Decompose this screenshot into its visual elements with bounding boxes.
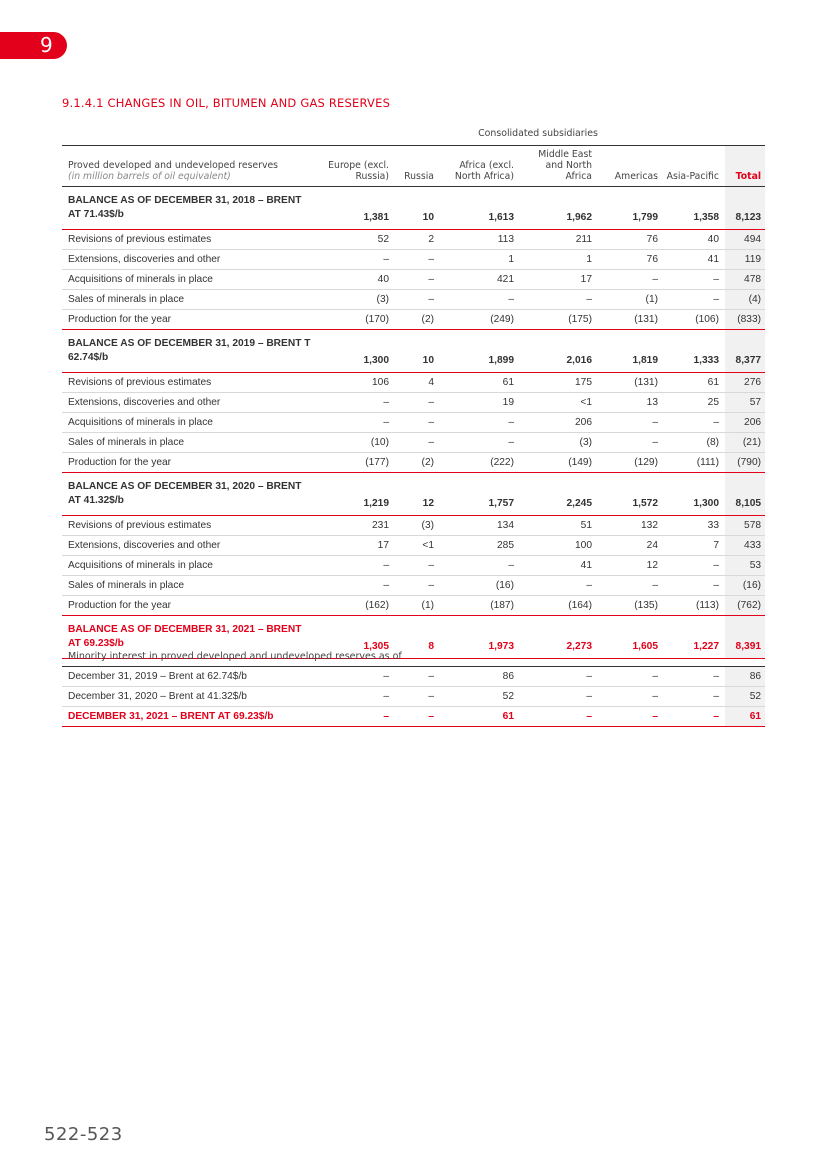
column-header: Asia-Pacific — [664, 146, 725, 187]
value-cell: – — [317, 687, 395, 707]
value-cell: 1,227 — [664, 616, 725, 659]
value-cell: 12 — [598, 556, 664, 576]
value-cell: 1,962 — [520, 187, 598, 230]
value-cell: – — [520, 667, 598, 687]
value-cell: 17 — [520, 270, 598, 290]
value-cell: 1,572 — [598, 473, 664, 516]
value-cell: 1,899 — [440, 330, 520, 373]
value-cell: 41 — [520, 556, 598, 576]
table-row — [62, 596, 765, 616]
total-cell: 119 — [725, 250, 765, 270]
value-cell: – — [598, 576, 664, 596]
value-cell: 1 — [520, 250, 598, 270]
group-header: Consolidated subsidiaries — [478, 127, 598, 139]
value-cell: – — [395, 556, 440, 576]
value-cell: 1 — [440, 250, 520, 270]
value-cell: – — [664, 707, 725, 727]
table-row — [62, 473, 765, 516]
value-cell: – — [598, 667, 664, 687]
column-header: Middle East and North Africa — [520, 146, 598, 187]
value-cell: 175 — [520, 373, 598, 393]
row-label: Sales of minerals in place — [62, 433, 317, 453]
value-cell: 33 — [664, 516, 725, 536]
value-cell: (1) — [395, 596, 440, 616]
value-cell: 132 — [598, 516, 664, 536]
total-cell: 8,391 — [725, 616, 765, 659]
total-cell: 52 — [725, 687, 765, 707]
total-cell: (16) — [725, 576, 765, 596]
value-cell: (249) — [440, 310, 520, 330]
table-row — [62, 330, 765, 373]
table-row — [62, 556, 765, 576]
value-cell: 1,305 — [317, 616, 395, 659]
table-row — [62, 536, 765, 556]
value-cell: 1,819 — [598, 330, 664, 373]
total-cell: 53 — [725, 556, 765, 576]
table-row — [62, 310, 765, 330]
row-label: Extensions, discoveries and other — [62, 536, 317, 556]
column-header: Americas — [598, 146, 664, 187]
total-cell: 276 — [725, 373, 765, 393]
value-cell: 12 — [395, 473, 440, 516]
page-number: 522-523 — [44, 1124, 123, 1145]
table-row — [62, 667, 765, 687]
table-row — [62, 187, 765, 230]
value-cell: (3) — [317, 290, 395, 310]
value-cell: 2,273 — [520, 616, 598, 659]
value-cell: 1,381 — [317, 187, 395, 230]
value-cell: – — [317, 250, 395, 270]
value-cell: – — [395, 433, 440, 453]
row-label: BALANCE AS OF DECEMBER 31, 2018 – BRENT AT 71.43$/b — [62, 187, 317, 230]
value-cell: – — [395, 393, 440, 413]
value-cell: 40 — [317, 270, 395, 290]
value-cell: – — [520, 576, 598, 596]
value-cell: 1,333 — [664, 330, 725, 373]
value-cell: – — [395, 687, 440, 707]
value-cell: – — [664, 270, 725, 290]
value-cell: 19 — [440, 393, 520, 413]
row-label: BALANCE AS OF DECEMBER 31, 2019 – BRENT T 62.74$/b — [62, 330, 317, 373]
value-cell: – — [664, 667, 725, 687]
value-cell: 106 — [317, 373, 395, 393]
value-cell: (111) — [664, 453, 725, 473]
row-label: Production for the year — [62, 310, 317, 330]
table-row — [62, 687, 765, 707]
value-cell: 24 — [598, 536, 664, 556]
value-cell: – — [520, 290, 598, 310]
minority-title: Minority interest in proved developed and undeveloped reserves as of — [62, 646, 765, 667]
value-cell: (2) — [395, 310, 440, 330]
value-cell: 10 — [395, 330, 440, 373]
value-cell: 100 — [520, 536, 598, 556]
value-cell: (1) — [598, 290, 664, 310]
value-cell: – — [664, 687, 725, 707]
value-cell: – — [395, 250, 440, 270]
value-cell: <1 — [520, 393, 598, 413]
value-cell: 211 — [520, 230, 598, 250]
value-cell: (222) — [440, 453, 520, 473]
value-cell: 1,300 — [317, 330, 395, 373]
value-cell: (3) — [395, 516, 440, 536]
row-label: Revisions of previous estimates — [62, 230, 317, 250]
value-cell: (187) — [440, 596, 520, 616]
value-cell: (106) — [664, 310, 725, 330]
value-cell: – — [520, 707, 598, 727]
value-cell: 206 — [520, 413, 598, 433]
value-cell: – — [664, 576, 725, 596]
row-label: Extensions, discoveries and other — [62, 393, 317, 413]
value-cell: – — [598, 270, 664, 290]
total-cell: (21) — [725, 433, 765, 453]
row-label: BALANCE AS OF DECEMBER 31, 2021 – BRENT AT 69.23$/b — [62, 616, 317, 659]
value-cell: 41 — [664, 250, 725, 270]
value-cell: (175) — [520, 310, 598, 330]
row-label: BALANCE AS OF DECEMBER 31, 2020 – BRENT AT 41.32$/b — [62, 473, 317, 516]
minority-table — [62, 646, 765, 727]
table-row — [62, 230, 765, 250]
row-label: Extensions, discoveries and other — [62, 250, 317, 270]
column-header: Africa (excl. North Africa) — [440, 146, 520, 187]
value-cell: (149) — [520, 453, 598, 473]
value-cell: – — [664, 413, 725, 433]
column-header-row — [62, 146, 765, 187]
table-row — [62, 373, 765, 393]
total-cell: (790) — [725, 453, 765, 473]
table-row — [62, 453, 765, 473]
value-cell: (16) — [440, 576, 520, 596]
value-cell: 86 — [440, 667, 520, 687]
table-row — [62, 576, 765, 596]
reserves-table — [62, 124, 765, 659]
value-cell: (170) — [317, 310, 395, 330]
value-cell: 2,016 — [520, 330, 598, 373]
row-label: Revisions of previous estimates — [62, 373, 317, 393]
value-cell: 113 — [440, 230, 520, 250]
value-cell: – — [395, 290, 440, 310]
table-row — [62, 393, 765, 413]
value-cell: 52 — [317, 230, 395, 250]
total-cell: 61 — [725, 707, 765, 727]
table-title-cell — [62, 146, 317, 187]
value-cell: 421 — [440, 270, 520, 290]
value-cell: 61 — [440, 707, 520, 727]
value-cell: 61 — [664, 373, 725, 393]
value-cell: 25 — [664, 393, 725, 413]
value-cell: – — [395, 667, 440, 687]
row-label: Acquisitions of minerals in place — [62, 270, 317, 290]
total-cell: 206 — [725, 413, 765, 433]
value-cell: 1,300 — [664, 473, 725, 516]
value-cell: 1,613 — [440, 187, 520, 230]
total-cell: 8,123 — [725, 187, 765, 230]
total-cell: 86 — [725, 667, 765, 687]
column-header: Russia — [395, 146, 440, 187]
value-cell: 7 — [664, 536, 725, 556]
value-cell: 76 — [598, 230, 664, 250]
row-label: Sales of minerals in place — [62, 290, 317, 310]
value-cell: – — [317, 556, 395, 576]
row-label: December 31, 2019 – Brent at 62.74$/b — [62, 667, 317, 687]
table-row — [62, 413, 765, 433]
row-label: December 31, 2020 – Brent at 41.32$/b — [62, 687, 317, 707]
value-cell: 8 — [395, 616, 440, 659]
value-cell: 61 — [440, 373, 520, 393]
row-label: Revisions of previous estimates — [62, 516, 317, 536]
table-row — [62, 707, 765, 727]
value-cell: 1,757 — [440, 473, 520, 516]
value-cell: – — [395, 707, 440, 727]
value-cell: – — [664, 556, 725, 576]
value-cell: (131) — [598, 310, 664, 330]
row-label: Sales of minerals in place — [62, 576, 317, 596]
row-label: Acquisitions of minerals in place — [62, 556, 317, 576]
row-label: Acquisitions of minerals in place — [62, 413, 317, 433]
chapter-tab: 9 — [0, 32, 67, 59]
value-cell: – — [664, 290, 725, 310]
row-label: Production for the year — [62, 596, 317, 616]
row-label: Production for the year — [62, 453, 317, 473]
total-cell: 478 — [725, 270, 765, 290]
table-subtitle: (in million barrels of oil equivalent) — [68, 171, 231, 182]
value-cell: – — [317, 393, 395, 413]
table-row — [62, 516, 765, 536]
value-cell: – — [395, 576, 440, 596]
value-cell: – — [395, 270, 440, 290]
value-cell: (129) — [598, 453, 664, 473]
table-row — [62, 290, 765, 310]
total-cell: 494 — [725, 230, 765, 250]
value-cell: 1,605 — [598, 616, 664, 659]
total-cell: (762) — [725, 596, 765, 616]
value-cell: 231 — [317, 516, 395, 536]
value-cell: – — [598, 687, 664, 707]
value-cell: – — [317, 667, 395, 687]
table-row — [62, 250, 765, 270]
value-cell: (8) — [664, 433, 725, 453]
value-cell: – — [317, 413, 395, 433]
value-cell: (131) — [598, 373, 664, 393]
value-cell: (10) — [317, 433, 395, 453]
value-cell: 1,973 — [440, 616, 520, 659]
total-cell: 8,377 — [725, 330, 765, 373]
value-cell: – — [317, 707, 395, 727]
row-label: DECEMBER 31, 2021 – BRENT AT 69.23$/b — [62, 707, 317, 727]
value-cell: 134 — [440, 516, 520, 536]
column-header-total: Total — [725, 146, 765, 187]
value-cell: (135) — [598, 596, 664, 616]
section-title: 9.1.4.1 CHANGES IN OIL, BITUMEN AND GAS RESERVES — [62, 96, 391, 110]
table-row — [62, 433, 765, 453]
value-cell: 52 — [440, 687, 520, 707]
value-cell: 51 — [520, 516, 598, 536]
total-cell: (4) — [725, 290, 765, 310]
value-cell: (3) — [520, 433, 598, 453]
value-cell: – — [440, 413, 520, 433]
value-cell: (113) — [664, 596, 725, 616]
value-cell: (177) — [317, 453, 395, 473]
value-cell: <1 — [395, 536, 440, 556]
value-cell: 1,219 — [317, 473, 395, 516]
value-cell: – — [440, 290, 520, 310]
value-cell: 40 — [664, 230, 725, 250]
total-cell: 57 — [725, 393, 765, 413]
value-cell: 4 — [395, 373, 440, 393]
value-cell: – — [317, 576, 395, 596]
value-cell: (2) — [395, 453, 440, 473]
value-cell: – — [440, 433, 520, 453]
value-cell: – — [395, 413, 440, 433]
value-cell: 10 — [395, 187, 440, 230]
value-cell: (164) — [520, 596, 598, 616]
value-cell: 17 — [317, 536, 395, 556]
table-row — [62, 270, 765, 290]
total-cell: (833) — [725, 310, 765, 330]
value-cell: – — [598, 413, 664, 433]
value-cell: – — [520, 687, 598, 707]
total-cell: 578 — [725, 516, 765, 536]
total-cell: 8,105 — [725, 473, 765, 516]
value-cell: 2,245 — [520, 473, 598, 516]
value-cell: 13 — [598, 393, 664, 413]
column-header: Europe (excl. Russia) — [317, 146, 395, 187]
value-cell: 285 — [440, 536, 520, 556]
value-cell: – — [598, 707, 664, 727]
table-title: Proved developed and undeveloped reserves — [68, 160, 279, 171]
value-cell: 2 — [395, 230, 440, 250]
total-cell: 433 — [725, 536, 765, 556]
value-cell: 76 — [598, 250, 664, 270]
value-cell: – — [598, 433, 664, 453]
value-cell: 1,358 — [664, 187, 725, 230]
value-cell: 1,799 — [598, 187, 664, 230]
value-cell: (162) — [317, 596, 395, 616]
value-cell: – — [440, 556, 520, 576]
